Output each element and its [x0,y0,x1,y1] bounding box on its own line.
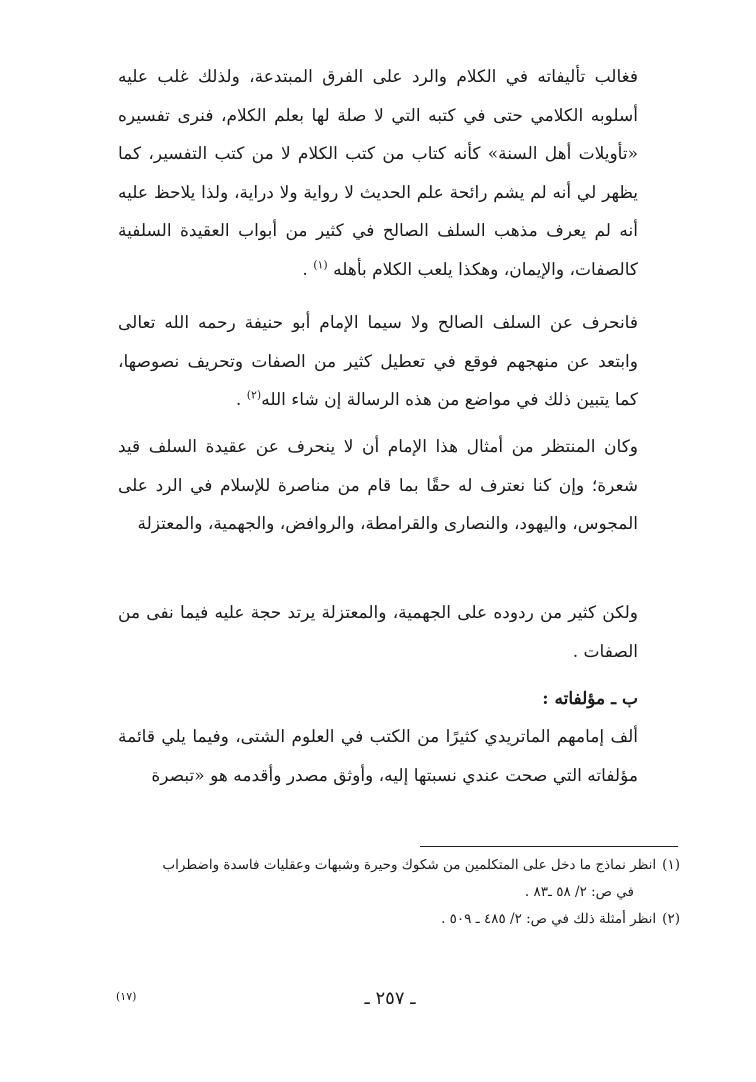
paragraph-5: ألف إمامهم الماتريدي كثيرًا من الكتب في العلوم الشتى، وفيما يلي قائمة مؤلفاته التي صحت عندي نسبتها إليه، وأوثق مصدر وأقدمه هو «تبصرة [118,727,638,786]
footnote-1-number: (١) [662,857,680,873]
paragraph-3: وكان المنتظر من أمثال هذا الإمام أن لا ينحرف عن عقيدة السلف قيد شعرة؛ وإن كنا نعترف له حقًا بما قام من مناصرة للإسلام في الرد على المجوس، واليهود، والنصارى والقرامطة، والروافض، والجهمية، والمعتزلة [118,437,638,534]
paragraph-1-text: فغالب تأليفاته في الكلام والرد على الفرق المبتدعة، ولذلك غلب عليه أسلوبه الكلامي حتى في كتبه التي لا صلة لها بعلم الكلام، فنرى تفسيره «تأويلات أهل السنة» كأنه كتاب من كتب الكلام لا من كتب التفسير، كما يظهر لي أنه لم يشم رائحة علم الحديث لا رواية ولا دراية، ولذا يلاحظ عليه أنه لم يعرف مذهب السلف الصالح في كثير من أبواب العقيدة السلفية كالصفات، والإيمان، وهكذا يلعب الكلام بأهله [118,67,638,280]
footnote-1-text: انظر نماذج ما دخل على المتكلمين من شكوك وحيرة وشبهات وعقليات فاسدة واضطراب [162,857,657,873]
footnote-divider [420,846,678,847]
signature-mark: (١٧) [116,990,137,1003]
paragraph-4: ولكن كثير من ردوده على الجهمية، والمعتزلة يرتد حجة عليه فيما نفى من الصفات . [118,603,638,662]
footnote-ref-2[interactable]: (٢) [246,388,262,402]
footnote-ref-1[interactable]: (١) [313,257,328,271]
paragraph-1 [118,58,638,289]
footnotes [110,852,680,933]
footnote-2 [110,906,680,933]
footnote-2-number: (٢) [662,911,680,927]
footnote-2-text: انظر أمثلة ذلك في ص: ٢/ ٤٨٥ ـ ٥٠٩ . [441,911,657,927]
footnote-1-continuation: في ص: ٢/ ٥٨ ـ٨٣ . [524,884,634,900]
footnote-1 [110,852,680,879]
section-heading: ب ـ مؤلفاته : [542,689,638,709]
paragraph-2 [118,304,638,420]
paragraph-2-end: . [235,390,247,410]
page-number: ـ ٢٥٧ ـ [364,988,416,1009]
paragraph-2-text: فانحرف عن السلف الصالح ولا سيما الإمام أبو حنيفة رحمه الله تعالى وابتعد عن منهجهم فوقع في تعطيل كثير من الصفات وتحريف نصوصها، كما يتبين ذلك في مواضع من هذه الرسالة إن شاء الله [118,313,638,410]
paragraph-1-end: . [302,259,314,280]
